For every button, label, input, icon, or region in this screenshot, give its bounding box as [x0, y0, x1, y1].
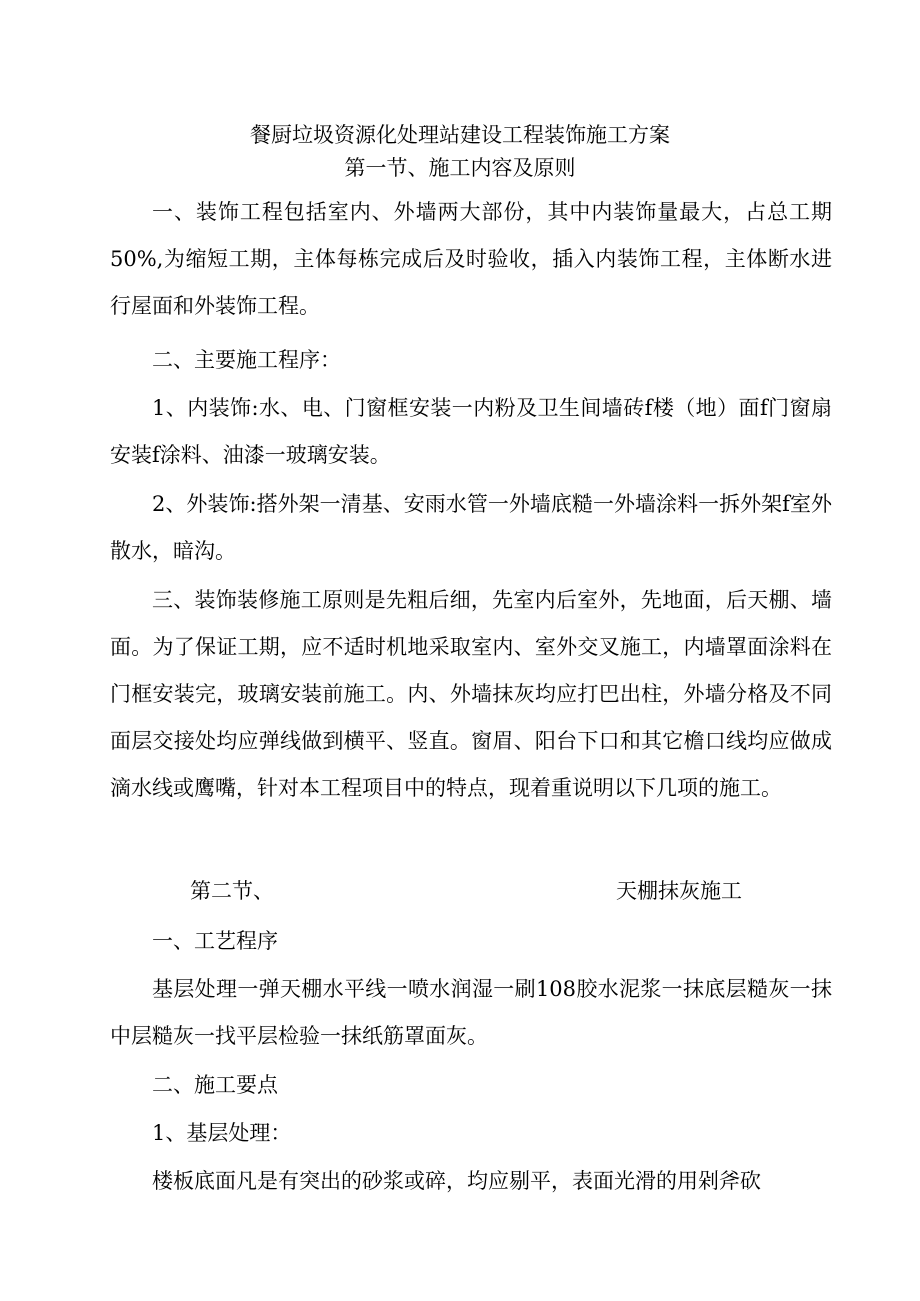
paragraph-process-steps: 基层处理一弹天棚水平线一喷水润湿一刷108胶水泥浆一抹底层糙灰一抹中层糙灰一找平层检验一抹纸筋罩面灰。 — [110, 977, 832, 1048]
paragraph-process-heading: 一、工艺程序 — [152, 929, 278, 953]
paragraph-key-points-heading: 二、施工要点 — [152, 1073, 278, 1097]
paragraph-exterior-procedure: 2、外装饰:搭外架一清基、安雨水管一外墙底糙一外墙涂料一拆外架f室外散水，暗沟。 — [110, 492, 832, 563]
paragraph-principles: 三、装饰装修施工原则是先粗后细，先室内后室外，先地面，后天棚、墙面。为了保证工期，应不适时机地采取室内、室外交叉施工，内墙罩面涂料在门框安装完，玻璃安装前施工。内、外墙抹灰均应打巴出柱，外墙分格及不同面层交接处均应弹线做到横平、竖直。窗眉、阳台下口和其它檐口线均应做成滴水线或鹰嘴，针对本工程项目中的特点，现着重说明以下几项的施工。 — [110, 588, 832, 800]
paragraph-base-treatment-heading: 1、基层处理： — [152, 1121, 292, 1145]
paragraph-interior-procedure: 1、内装饰:水、电、门窗框安装一内粉及卫生间墙砖f楼（地）面f门窗扇安装f涂料、油漆一玻璃安装。 — [110, 396, 832, 467]
paragraph-procedure-heading: 二、主要施工程序： — [152, 348, 341, 372]
paragraph-scope: 一、装饰工程包括室内、外墙两大部份，其中内装饰量最大，占总工期50%,为缩短工期，主体每栋完成后及时验收，插入内装饰工程，主体断水进行屋面和外装饰工程。 — [110, 200, 832, 318]
section1-heading: 第一节、施工内容及原则 — [344, 156, 576, 180]
section2-title: 天棚抹灰施工 — [616, 879, 742, 903]
document-title: 餐厨垃圾资源化处理站建设工程装饰施工方案 — [250, 123, 670, 147]
section2-label: 第二节、 — [190, 879, 274, 903]
paragraph-base-treatment: 楼板底面凡是有突出的砂浆或碎，均应剔平，表面光滑的用剁斧砍 — [152, 1169, 761, 1193]
